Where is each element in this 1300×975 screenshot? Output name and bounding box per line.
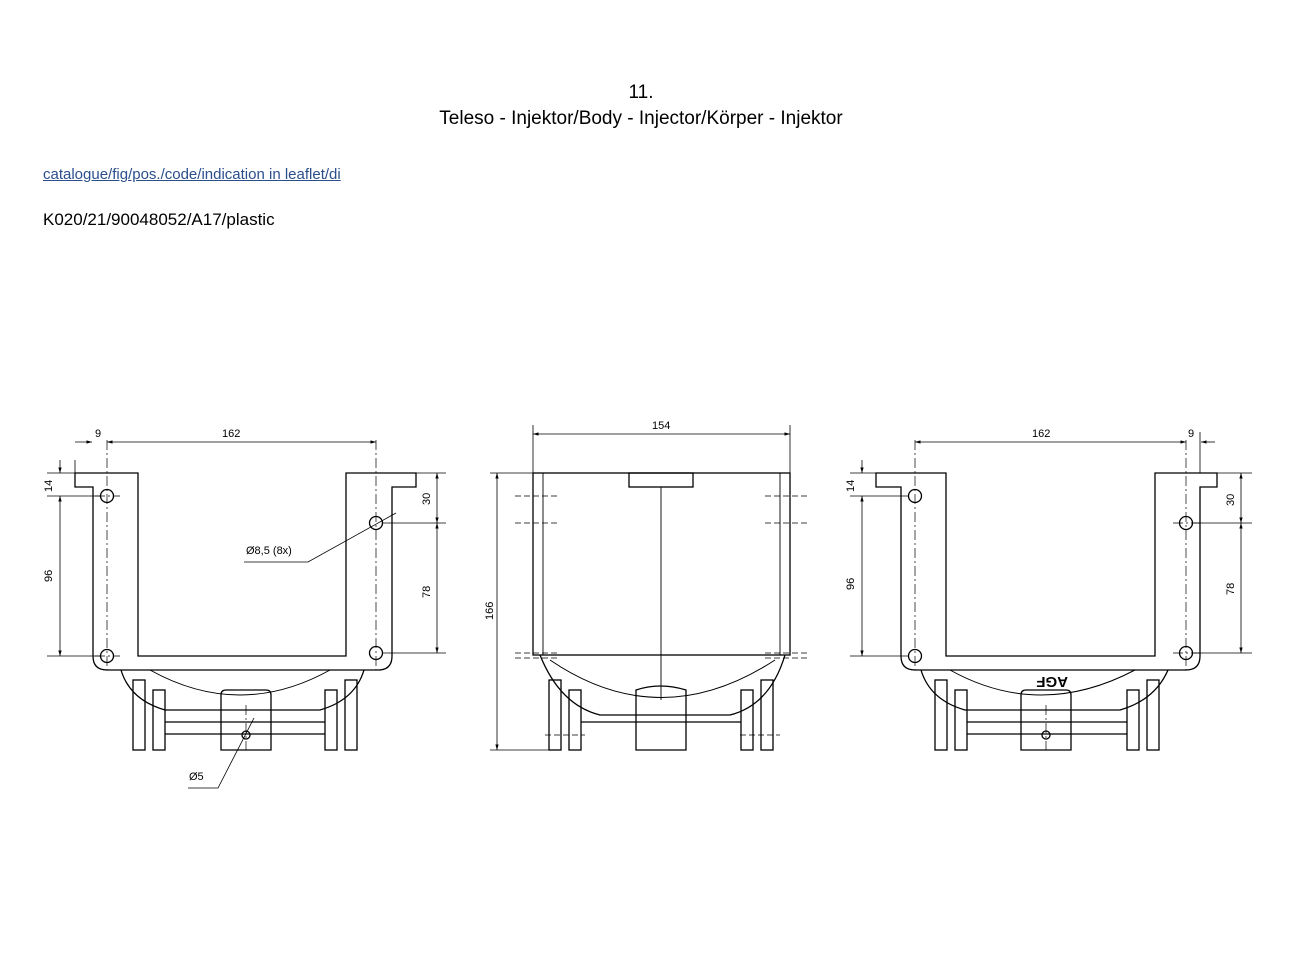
left-view-labels — [43, 428, 433, 783]
left-view — [47, 440, 446, 788]
right-dim-96: 96 — [845, 577, 857, 590]
hole-callout: Ø8,5 (8x) — [246, 545, 292, 557]
left-dim-96: 96 — [43, 569, 55, 582]
right-dim-14: 14 — [845, 479, 857, 492]
left-dim-14: 14 — [43, 479, 55, 492]
middle-dim-166: 166 — [484, 601, 496, 620]
right-view-labels — [845, 428, 1237, 690]
reference-link[interactable]: catalogue/fig/pos./code/indication in leaflet/di — [43, 166, 341, 183]
middle-view — [490, 425, 808, 750]
middle-dim-154: 154 — [652, 420, 671, 432]
bottom-hole-callout: Ø5 — [189, 771, 204, 783]
left-body-outline — [75, 473, 416, 670]
left-dim-9: 9 — [95, 428, 102, 440]
agf-logo: AGF — [1036, 673, 1068, 690]
figure-number: 11. — [628, 82, 654, 103]
right-dim-30: 30 — [1225, 493, 1237, 506]
right-view — [850, 432, 1252, 750]
right-dim-78: 78 — [1225, 582, 1237, 595]
right-body-outline — [876, 473, 1217, 670]
part-code: K020/21/90048052/A17/plastic — [43, 210, 275, 229]
left-dim-30: 30 — [421, 492, 433, 505]
right-dim-9: 9 — [1188, 428, 1195, 440]
left-dim-162: 162 — [222, 428, 241, 440]
left-dim-78: 78 — [421, 585, 433, 598]
right-dim-162: 162 — [1032, 428, 1051, 440]
middle-body-outline — [533, 473, 790, 655]
middle-view-labels — [484, 420, 670, 620]
figure-title: Teleso - Injektor/Body - Injector/Körper - Injektor — [439, 108, 843, 129]
